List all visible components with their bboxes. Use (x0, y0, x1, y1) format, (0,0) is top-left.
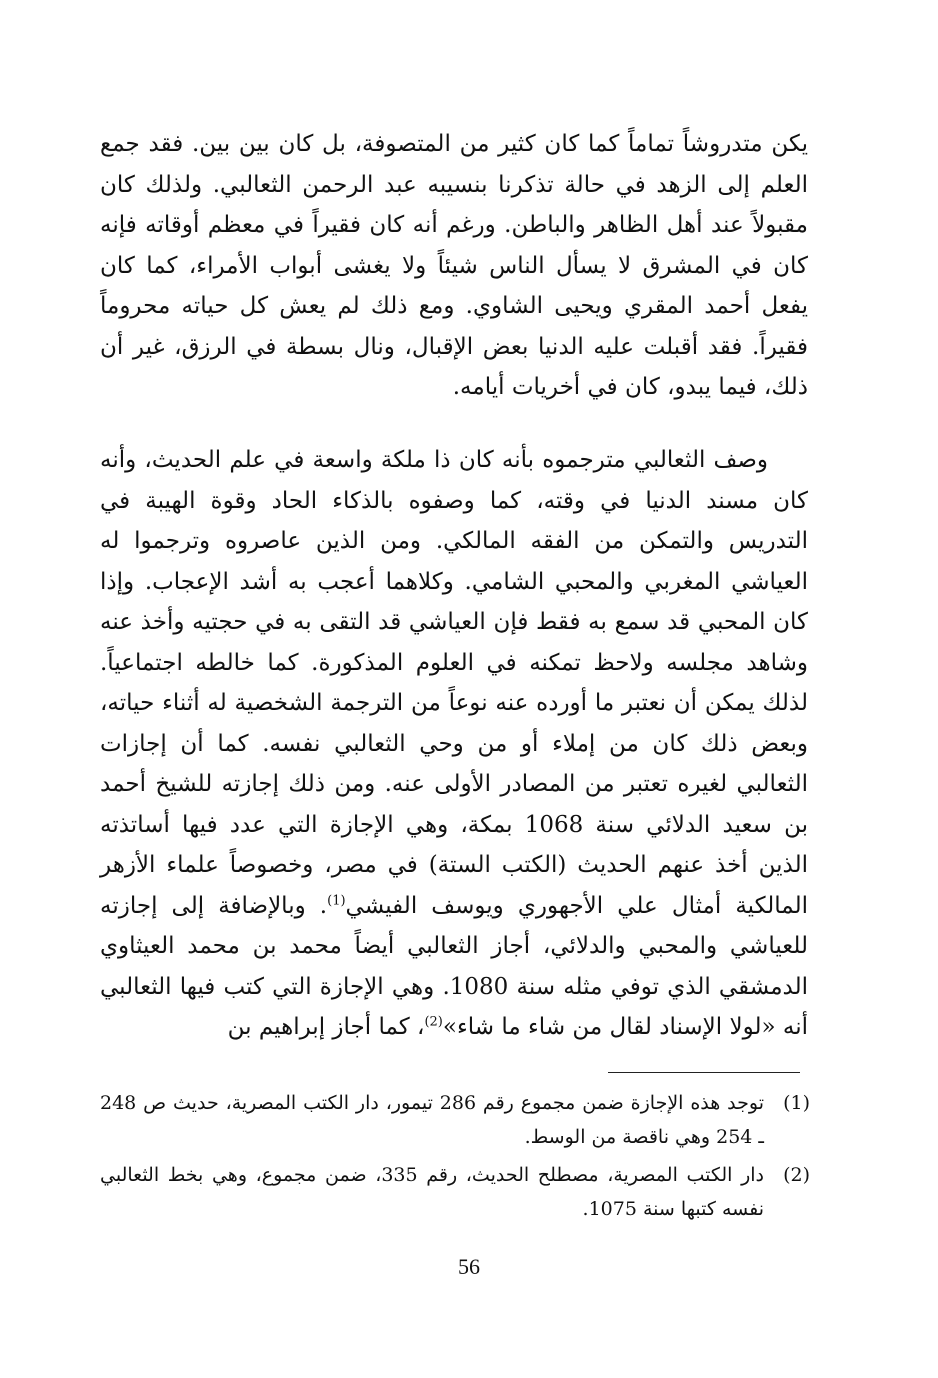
footnote-1 (100, 1086, 810, 1154)
footnote-1-text: توجد هذه الإجازة ضمن مجموع رقم 286 تيمور، دار الكتب المصرية، حديث ص 248 ـ 254 وهي ناقصة من الوسط. (100, 1092, 764, 1148)
paragraph-2-text-middle: . وبالإضافة إلى إجازته للعياشي والمحبي والدلائي، أجاز الثعالبي أيضاً محمد بن محمد العيثاوي الدمشقي الذي توفي مثله سنة 1080. وهي الإجازة التي كتب فيها الثعالبي أنه «لولا الإسناد لقال من شاء ما شاء» (100, 892, 809, 1040)
footnote-2-number: (2) (783, 1164, 810, 1186)
paragraph-2-text-start: وصف الثعالبي مترجموه بأنه كان ذا ملكة واسعة في علم الحديث، وأنه كان مسند الدنيا في وقته، كما وصفوه بالذكاء الحاد وقوة الهيبة في التدريس والتمكن من الفقه المالكي. ومن الذين عاصروه وترجموا له العياشي المغربي والمحبي الشامي. وكلاهما أعجب به أشد الإعجاب. وإذا كان المحبي قد سمع به فقط فإن العياشي قد التقى به في حجتيه وأخذ عنه وشاهد مجلسه ولاحظ تمكنه في العلوم المذكورة. كما خالطه اجتماعياً. لذلك يمكن أن نعتبر ما أورده عنه نوعاً من الترجمة الشخصية له أثناء حياته، وبعض ذلك كان من إملاء أو من وحي الثعالبي نفسه. كما أن إجازات الثعالبي لغيره تعتبر من المصادر الأولى عنه. ومن ذلك إجازته للشيخ أحمد بن سعيد الدلائي سنة 1068 بمكة، وهي الإجازة التي عدد فيها أساتذته الذين أخذ عنهم الحديث (الكتب الستة) في مصر، وخصوصاً علماء الأزهر المالكية أمثال علي الأجهوري ويوسف الفيشي (100, 447, 808, 919)
page-number: 56 (458, 1254, 480, 1279)
footnote-2-text: دار الكتب المصرية، مصطلح الحديث، رقم 335، ضمن مجموع، وهي بخط الثعالبي نفسه كتبها سنة 1075. (100, 1164, 764, 1220)
paragraph-2-text-end: ، كما أجاز إبراهيم بن (227, 1014, 425, 1040)
paragraph-2 (100, 440, 808, 1048)
footnotes (100, 1086, 810, 1230)
paragraph-1: يكن متدروشاً تماماً كما كان كثير من المتصوفة، بل كان بين بين. فقد جمع العلم إلى الزهد في حالة تذكرنا بنسيبه عبد الرحمن الثعالبي. ولذلك كان مقبولاً عند أهل الظاهر والباطن. ورغم أنه كان فقيراً في معظم أوقاته فإنه كان في المشرق لا يسأل الناس شيئاً ولا يغشى أبواب الأمراء، كما كان يفعل أحمد المقري ويحيى الشاوي. ومع ذلك لم يعش كل حياته محروماً فقيراً. فقد أقبلت عليه الدنيا بعض الإقبال، ونال بسطة في الرزق، غير أن ذلك، فيما يبدو، كان في أخريات أيامه. (100, 131, 808, 400)
footnote-divider (608, 1072, 800, 1073)
footnote-ref-2[interactable]: (2) (424, 1014, 443, 1030)
footnote-1-number: (1) (783, 1092, 810, 1114)
footnote-2 (100, 1158, 810, 1226)
footnote-ref-1[interactable]: (1) (327, 892, 346, 908)
